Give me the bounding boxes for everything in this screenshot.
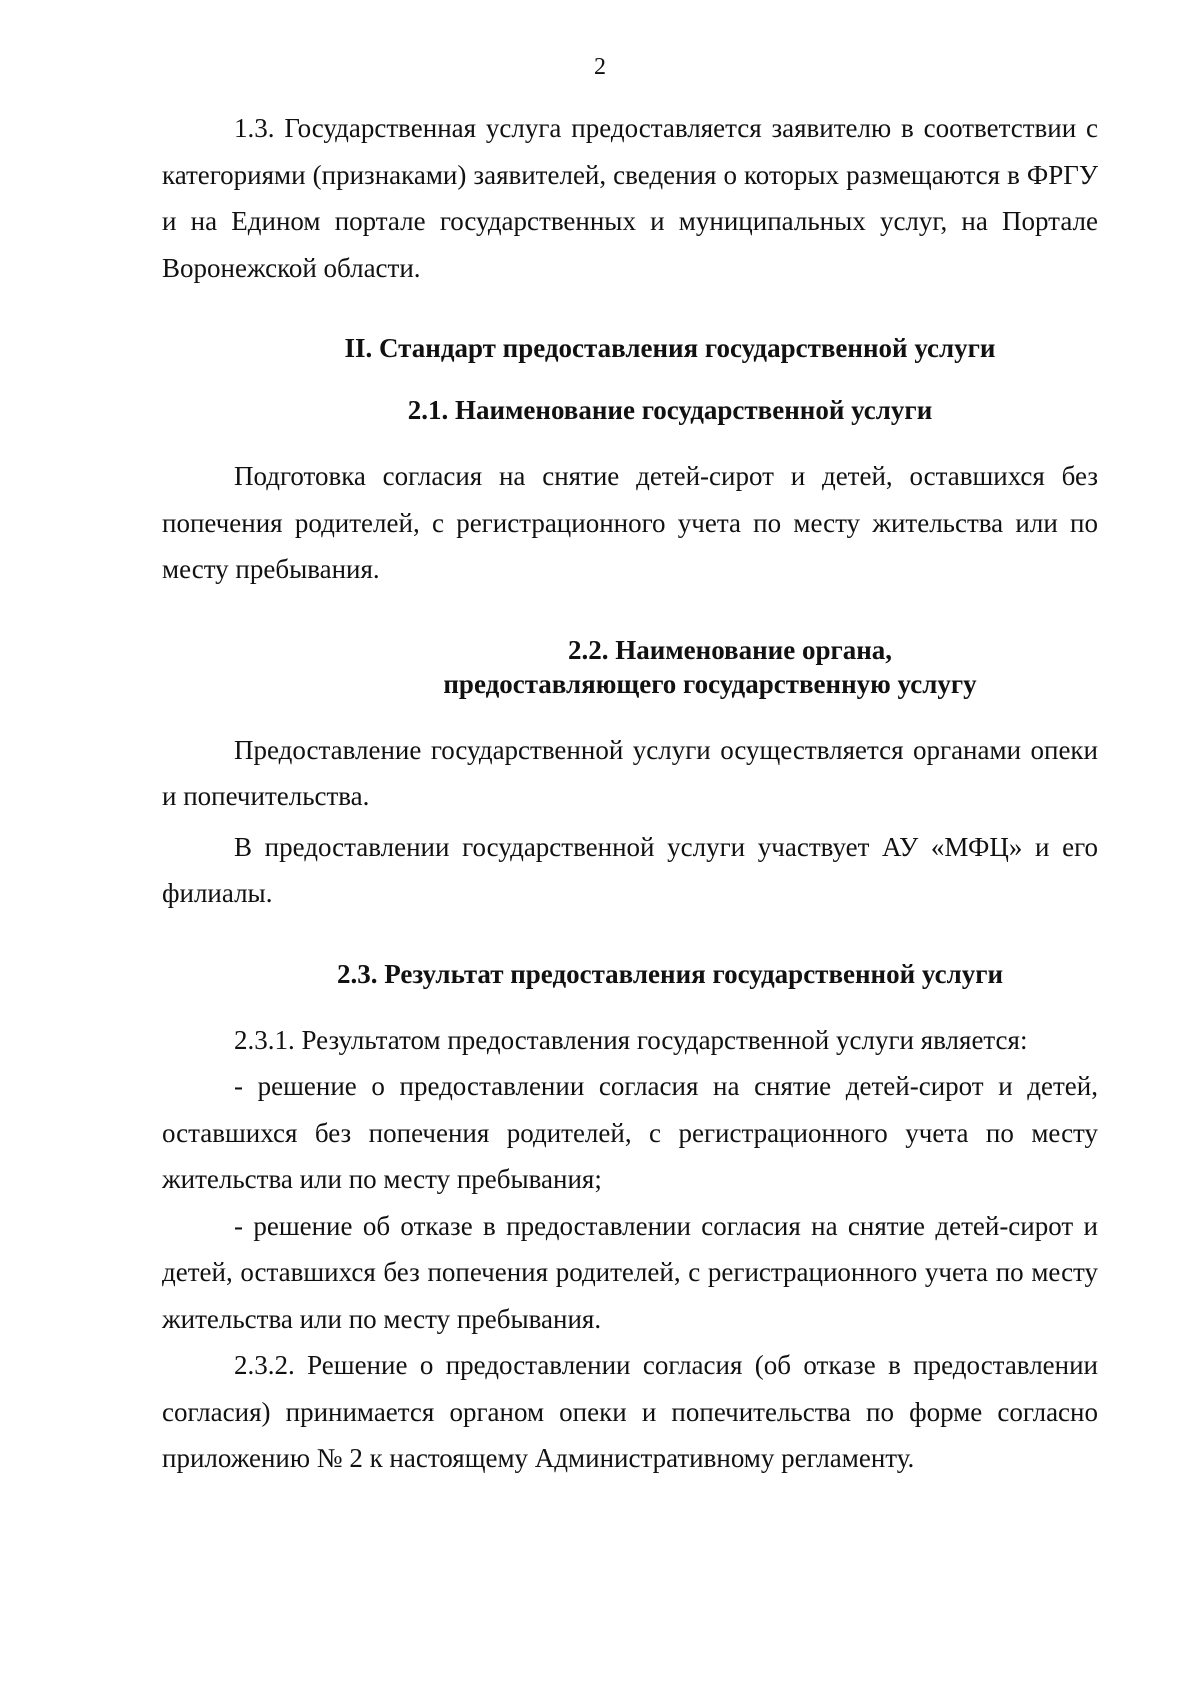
subsection-2-2-heading-line1: 2.2. Наименование органа,	[567, 634, 893, 665]
subsection-2-1-text: Подготовка согласия на снятие детей-сирот и детей, оставшихся без попечения родителей, с регистрационного учета по месту жительства или по месту пребывания.	[162, 461, 1098, 584]
document-body	[162, 105, 1098, 1482]
subsection-2-3-1: 2.3.1. Результатом предоставления государственной услуги является:	[234, 1024, 1028, 1055]
subsection-2-3-item-1: - решение о предоставлении согласия на снятие детей-сирот и детей, оставшихся без попечения родителей, с регистрационного учета по месту жительства или по месту пребывания;	[162, 1071, 1098, 1194]
subsection-2-2-text-2: В предоставлении государственной услуги участвует АУ «МФЦ» и его филиалы.	[162, 831, 1098, 908]
subsection-2-2-heading-line2: предоставляющего государственную услугу	[443, 668, 977, 699]
subsection-2-1-heading: 2.1. Наименование государственной услуги	[407, 395, 933, 425]
subsection-2-3-heading: 2.3. Результат предоставления государственной услуги	[336, 958, 1004, 989]
subsection-2-3-item-2: - решение об отказе в предоставлении согласия на снятие детей-сирот и детей, оставшихся без попечения родителей, с регистрационного учета по месту жительства или по месту пребывания.	[162, 1210, 1098, 1334]
paragraph-1-3: 1.3. Государственная услуга предоставляется заявителю в соответствии с категориями (признаками) заявителей, сведения о которых размещаются в ФРГУ и на Едином портале государственных и муниципальных услуг, на Портале Воронежской области.	[162, 113, 1098, 283]
subsection-2-2-text-1: Предоставление государственной услуги осуществляется органами опеки и попечительства.	[162, 734, 1098, 811]
subsection-2-3-2: 2.3.2. Решение о предоставлении согласия (об отказе в предоставлении согласия) принимается органом опеки и попечительства по форме согласно приложению № 2 к настоящему Административному регламенту.	[162, 1350, 1098, 1473]
section-2-title: II. Стандарт предоставления государственной услуги	[344, 333, 996, 363]
page-number: 2	[594, 54, 606, 80]
subsection-2-2-heading	[202, 633, 1138, 701]
